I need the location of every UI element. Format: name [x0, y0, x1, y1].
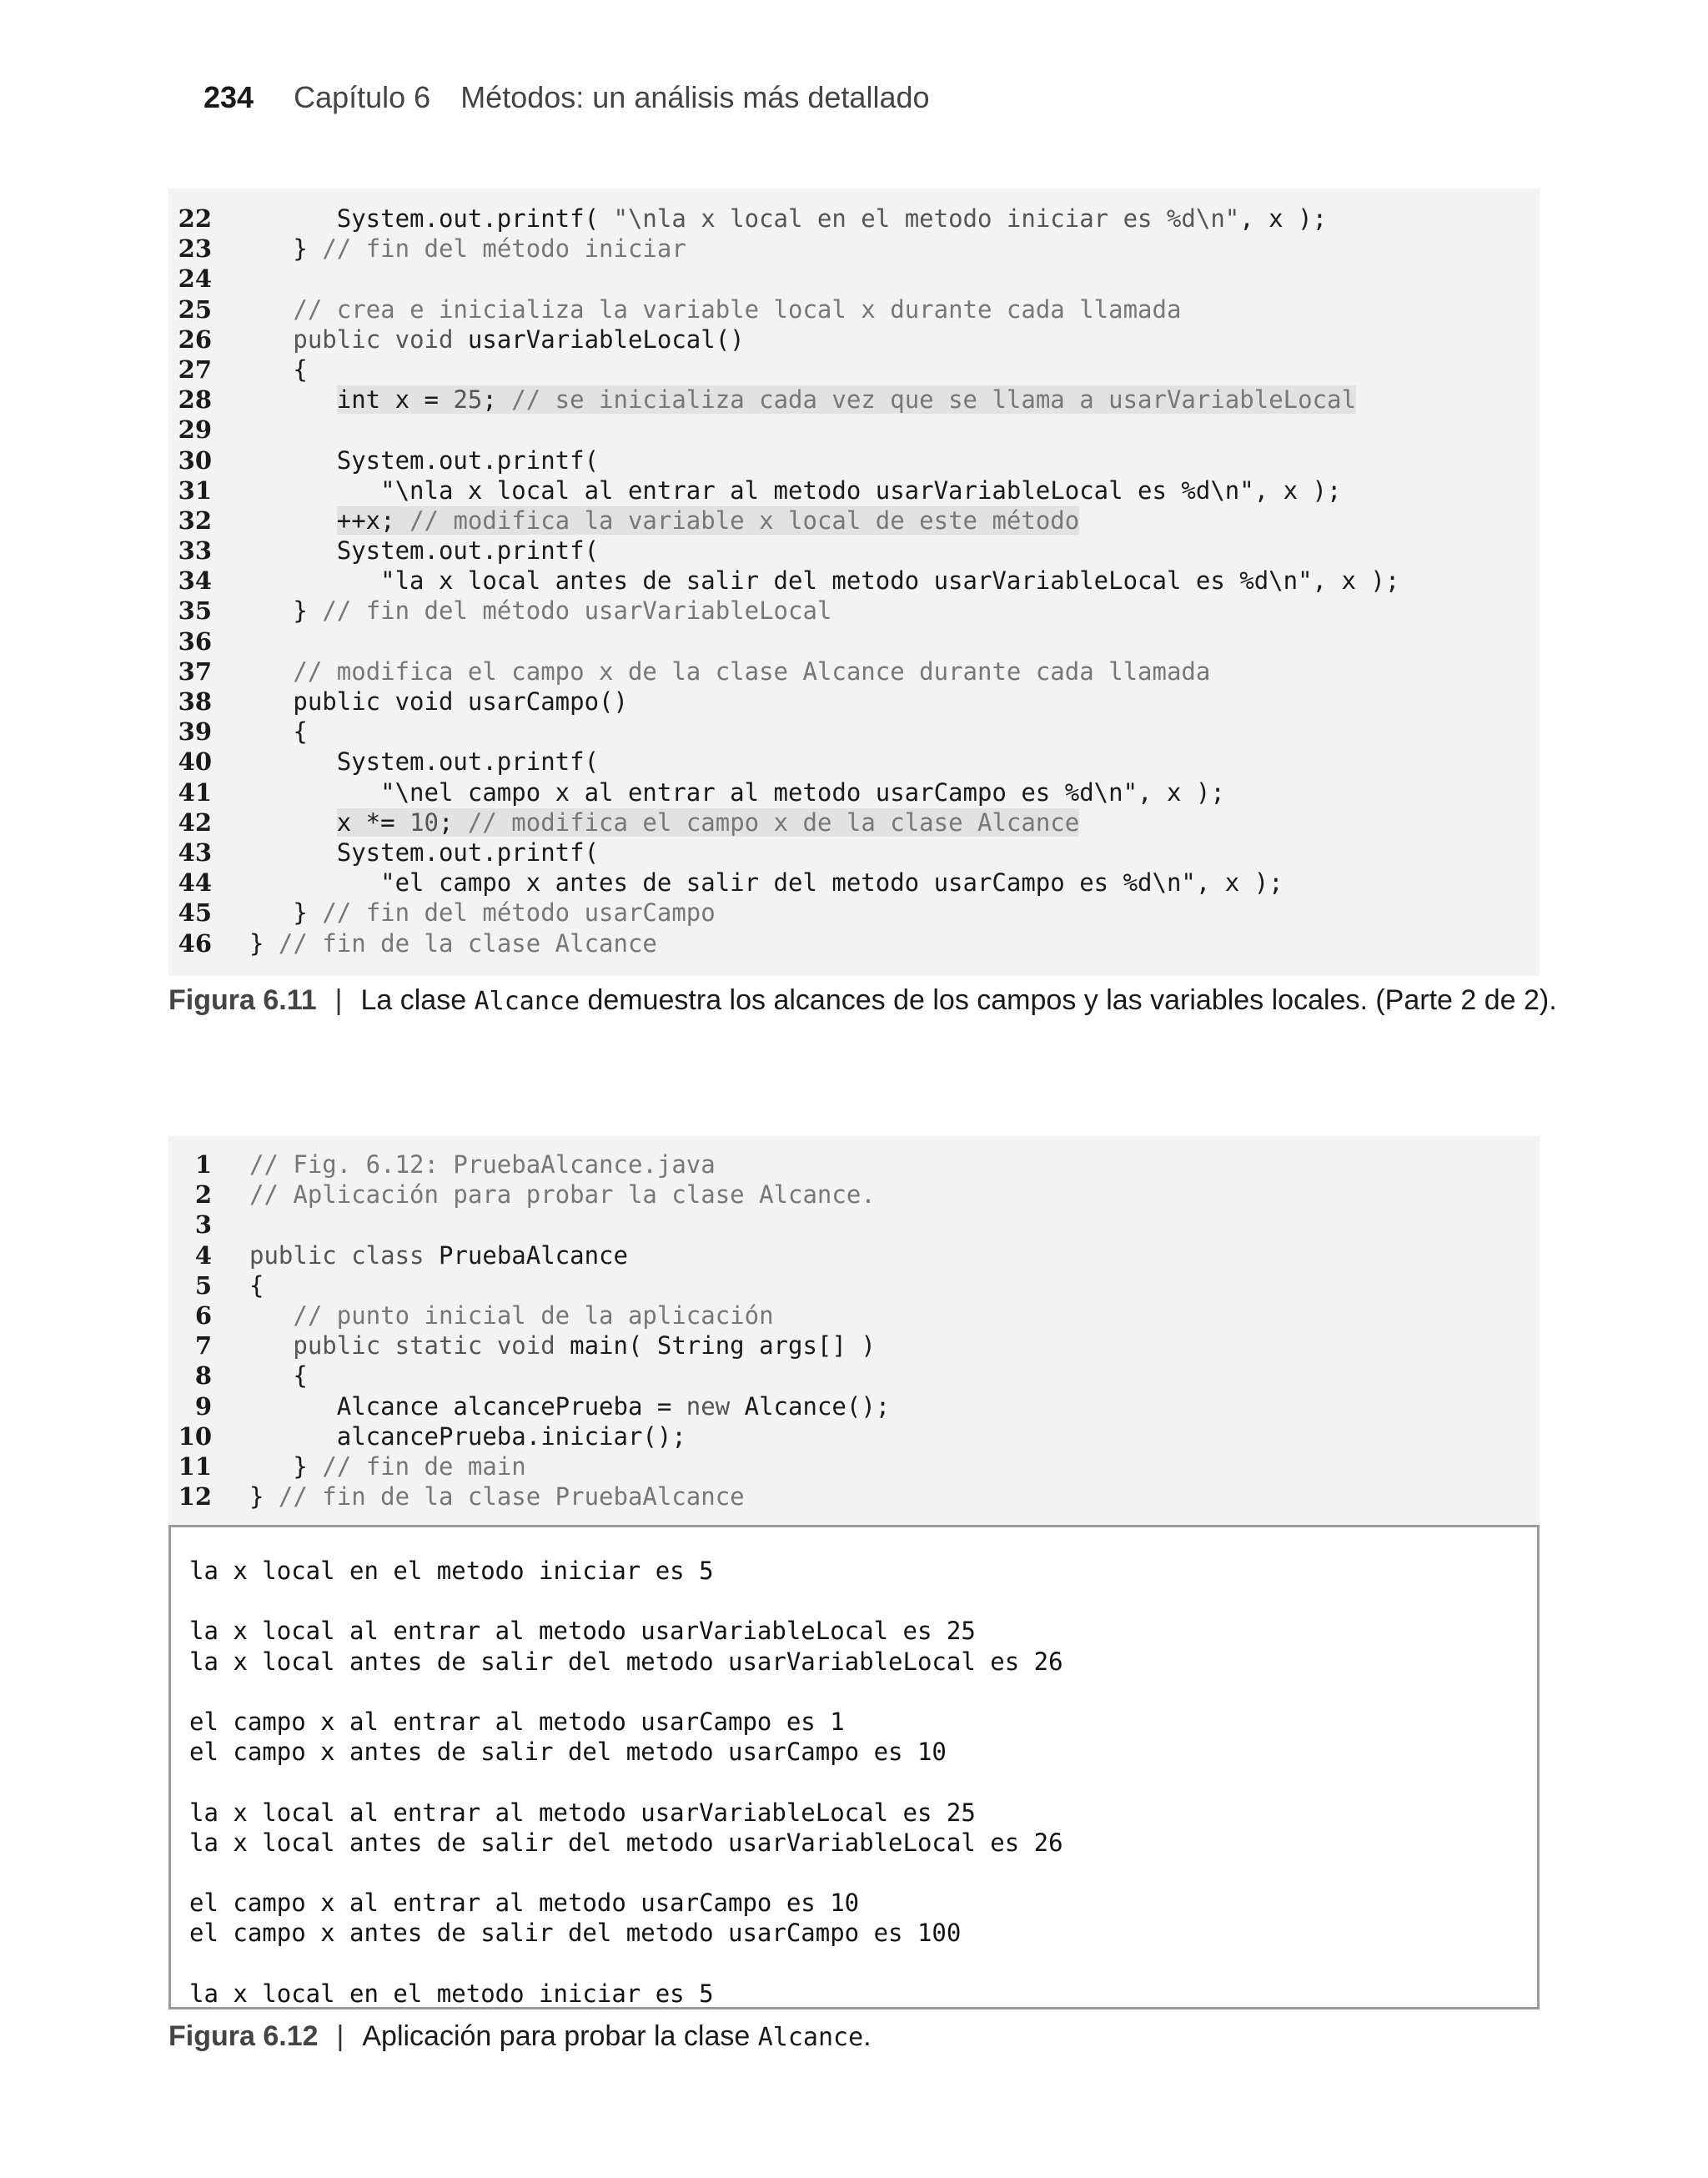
code-token: ;	[439, 807, 468, 837]
figure-caption-6-11	[168, 984, 1557, 1017]
line-number: 22	[178, 204, 212, 233]
code-comment: // Aplicación para probar la clase Alcance.	[249, 1180, 876, 1210]
code-text	[249, 1481, 745, 1512]
code-token: }	[249, 898, 323, 928]
line-number: 11	[178, 1451, 212, 1481]
code-line	[168, 626, 1540, 656]
code-token: alcancePrueba.iniciar();	[249, 1421, 686, 1451]
code-line	[168, 355, 1540, 385]
code-comment: // fin del método usarCampo	[322, 898, 716, 928]
figure-label: Figura 6.12	[168, 2020, 319, 2052]
code-token: "\nel campo x al entrar al metodo usarCampo es %d\n", x );	[249, 777, 1225, 807]
caption-separator: |	[334, 984, 343, 1016]
code-token: {	[249, 1270, 264, 1300]
code-token: }	[249, 596, 323, 626]
code-line	[168, 777, 1540, 807]
code-line	[168, 264, 1540, 294]
line-number: 44	[178, 868, 212, 898]
code-text	[249, 566, 1399, 596]
code-token: System.out.printf(	[249, 445, 600, 475]
code-text	[249, 1149, 716, 1180]
caption-text-post: demuestra los alcances de los campos y las variables locales. (Parte 2 de 2).	[580, 984, 1557, 1016]
code-text	[249, 506, 1079, 536]
code-token: }	[249, 1482, 279, 1512]
line-number: 31	[178, 475, 212, 505]
code-comment: // fin de main	[322, 1451, 526, 1481]
code-token: }	[249, 1451, 323, 1481]
code-line	[168, 1240, 1540, 1270]
code-token: public void usarCampo()	[249, 687, 628, 716]
caption-text-post: .	[863, 2020, 872, 2052]
code-line	[168, 1210, 1540, 1240]
line-number: 6	[194, 1300, 212, 1330]
code-token: "\nla x local en el metodo iniciar es %d\n"	[613, 204, 1240, 233]
code-text	[249, 475, 1341, 506]
line-number: 42	[178, 807, 212, 837]
code-token: int x =	[336, 385, 454, 415]
code-text	[249, 777, 1225, 807]
output-line	[171, 1767, 1537, 1797]
code-text	[249, 1180, 876, 1210]
figure-caption-6-12	[168, 2020, 872, 2053]
line-number: 25	[178, 294, 212, 324]
output-line: la x local en el metodo iniciar es 5	[189, 1979, 714, 2008]
chapter-label: Capítulo 6	[294, 80, 431, 114]
line-number: 39	[178, 717, 212, 747]
code-line	[168, 656, 1540, 687]
code-text	[249, 1451, 526, 1481]
output-line: el campo x al entrar al metodo usarCampo es 1	[189, 1707, 845, 1736]
code-line	[168, 415, 1540, 445]
page-number: 234	[203, 80, 254, 114]
line-number: 37	[178, 656, 212, 686]
code-line	[168, 1300, 1540, 1330]
line-number: 45	[178, 898, 212, 928]
line-number: 41	[178, 777, 212, 807]
code-token	[249, 325, 293, 354]
code-token	[249, 1331, 293, 1360]
code-token: usarVariableLocal()	[467, 324, 745, 354]
code-token	[249, 1301, 293, 1330]
output-line	[171, 1948, 1537, 1978]
code-line	[168, 868, 1540, 898]
line-number: 24	[178, 264, 212, 294]
output-line: la x local antes de salir del metodo usarVariableLocal es 26	[189, 1828, 1063, 1857]
code-line	[168, 1270, 1540, 1300]
code-line	[168, 717, 1540, 747]
line-number: 27	[178, 355, 212, 384]
code-line	[168, 687, 1540, 717]
code-comment: // modifica la variable x local de este método	[409, 506, 1080, 535]
code-token: Alcance();	[744, 1391, 891, 1421]
code-comment: // Fig. 6.12: PruebaAlcance.java	[249, 1150, 716, 1179]
line-number: 2	[194, 1180, 212, 1210]
code-listing-fig-6-11	[168, 189, 1540, 976]
code-text	[249, 656, 1210, 687]
code-line	[168, 445, 1540, 475]
code-token: {	[249, 355, 308, 384]
code-line	[168, 506, 1540, 536]
caption-separator: |	[336, 2020, 344, 2052]
code-line	[168, 928, 1540, 958]
line-number: 26	[178, 324, 212, 354]
code-text	[249, 717, 308, 747]
code-text	[249, 1330, 876, 1361]
code-text	[249, 324, 745, 355]
code-token	[249, 657, 293, 686]
code-line	[168, 1149, 1540, 1180]
line-number: 38	[178, 687, 212, 716]
line-number: 32	[178, 506, 212, 535]
code-line	[168, 1481, 1540, 1512]
output-line: la x local al entrar al metodo usarVariableLocal es 25	[189, 1798, 976, 1827]
code-comment: // se inicializa cada vez que se llama a usarVariableLocal	[511, 385, 1356, 415]
line-number: 23	[178, 234, 212, 264]
code-line	[168, 475, 1540, 506]
code-comment: // modifica el campo x de la clase Alcance durante cada llamada	[293, 656, 1211, 686]
code-text	[249, 445, 599, 475]
caption-text-pre: La clase	[360, 984, 475, 1016]
code-token	[249, 295, 293, 324]
figure-label: Figura 6.11	[168, 984, 317, 1016]
code-text	[249, 294, 1181, 324]
code-line	[168, 1180, 1540, 1210]
code-text	[249, 868, 1284, 898]
line-number: 43	[178, 837, 212, 867]
code-comment: // fin de la clase Alcance	[278, 928, 657, 958]
output-line: la x local al entrar al metodo usarVariableLocal es 25	[189, 1617, 976, 1646]
code-comment: // fin del método usarVariableLocal	[322, 596, 832, 626]
chapter-title: Métodos: un análisis más detallado	[460, 80, 930, 114]
code-token: "la x local antes de salir del metodo usarVariableLocal es %d\n", x );	[249, 566, 1400, 596]
line-number: 9	[194, 1391, 212, 1421]
code-line	[168, 294, 1540, 324]
code-token: PruebaAlcance	[438, 1240, 628, 1270]
code-text	[249, 747, 599, 777]
code-text	[249, 1270, 264, 1300]
output-line: la x local antes de salir del metodo usarVariableLocal es 26	[189, 1647, 1063, 1676]
code-token: Alcance alcancePrueba =	[249, 1391, 686, 1421]
output-line	[171, 1586, 1537, 1616]
line-number: 4	[194, 1240, 212, 1270]
line-number: 30	[178, 445, 212, 475]
code-text	[249, 1421, 686, 1451]
code-text	[249, 1240, 628, 1270]
code-token: public class	[249, 1240, 439, 1270]
code-token: "\nla x local al entrar al metodo usarVariableLocal es %d\n", x );	[249, 475, 1342, 505]
code-text	[249, 1361, 308, 1391]
code-token	[249, 385, 337, 414]
code-text	[249, 596, 831, 626]
caption-code: Alcance	[757, 2023, 864, 2052]
code-token: "el campo x antes de salir del metodo usarCampo es %d\n", x );	[249, 868, 1284, 898]
line-number: 7	[194, 1331, 212, 1361]
code-token: System.out.printf(	[249, 536, 600, 566]
code-token	[249, 506, 337, 535]
code-token: {	[249, 717, 308, 747]
code-text	[249, 807, 1079, 837]
code-token: ;	[482, 385, 512, 415]
code-text	[249, 687, 628, 717]
code-token: , x );	[1239, 204, 1328, 233]
code-text	[249, 355, 308, 385]
output-line: el campo x antes de salir del metodo usarCampo es 10	[189, 1738, 947, 1767]
code-comment: // fin del método iniciar	[322, 234, 686, 264]
caption-text-pre: Aplicación para probar la clase	[362, 2020, 758, 2052]
code-listing-fig-6-12	[168, 1136, 1540, 1525]
line-number: 29	[178, 415, 212, 445]
code-comment: // crea e inicializa la variable local x durante cada llamada	[293, 294, 1182, 324]
line-number: 1	[194, 1150, 212, 1179]
code-text	[249, 1300, 774, 1330]
code-line	[168, 1330, 1540, 1361]
code-text	[249, 1391, 890, 1421]
line-number: 12	[178, 1482, 212, 1512]
program-output-box	[168, 1525, 1540, 2009]
line-number: 40	[178, 747, 212, 777]
code-line	[168, 566, 1540, 596]
code-line	[168, 1421, 1540, 1451]
line-number: 35	[178, 596, 212, 626]
line-number: 33	[178, 536, 212, 566]
code-line	[168, 324, 1540, 355]
code-line	[168, 807, 1540, 837]
code-text	[249, 837, 599, 868]
code-token: }	[249, 928, 279, 958]
code-token: System.out.printf(	[249, 204, 614, 233]
output-line	[171, 1677, 1537, 1707]
output-line: el campo x antes de salir del metodo usarCampo es 100	[189, 1919, 962, 1948]
code-text	[249, 234, 686, 264]
code-text	[249, 928, 657, 958]
code-token	[249, 808, 337, 837]
output-line	[171, 1858, 1537, 1888]
code-text	[249, 898, 716, 928]
code-line	[168, 1451, 1540, 1481]
code-token: 10	[409, 807, 439, 837]
output-line: el campo x al entrar al metodo usarCampo es 10	[189, 1889, 860, 1918]
caption-code: Alcance	[474, 987, 580, 1016]
code-comment: // punto inicial de la aplicación	[293, 1300, 774, 1330]
code-line	[168, 837, 1540, 868]
line-number: 28	[178, 385, 212, 415]
code-text	[249, 536, 599, 566]
code-comment: // fin de la clase PruebaAlcance	[278, 1482, 745, 1512]
code-line	[168, 747, 1540, 777]
code-line	[168, 385, 1540, 415]
line-number: 46	[178, 928, 212, 958]
code-token: new	[686, 1391, 745, 1421]
code-line	[168, 898, 1540, 928]
code-token: public static void	[293, 1331, 570, 1361]
page-header	[203, 80, 930, 115]
code-token: {	[249, 1361, 308, 1391]
line-number: 3	[194, 1210, 212, 1240]
code-token: x *=	[336, 807, 410, 837]
code-token: 25	[453, 385, 483, 415]
code-text	[249, 204, 1327, 234]
line-number: 5	[194, 1270, 212, 1300]
line-number: 36	[178, 626, 212, 656]
code-line	[168, 1391, 1540, 1421]
code-text	[249, 385, 1356, 415]
line-number: 8	[194, 1361, 212, 1391]
code-token: System.out.printf(	[249, 837, 600, 867]
code-line	[168, 596, 1540, 626]
code-line	[168, 1361, 1540, 1391]
code-token: ++x;	[336, 506, 410, 535]
code-token: public void	[293, 324, 468, 354]
code-line	[168, 536, 1540, 566]
output-line: la x local en el metodo iniciar es 5	[189, 1557, 714, 1585]
code-line	[168, 234, 1540, 264]
line-number: 10	[178, 1421, 212, 1451]
code-token: }	[249, 234, 323, 264]
code-token: main( String args[] )	[570, 1331, 876, 1361]
code-token: System.out.printf(	[249, 747, 600, 777]
line-number: 34	[178, 566, 212, 596]
code-line	[168, 204, 1540, 234]
code-comment: // modifica el campo x de la clase Alcance	[467, 807, 1080, 837]
